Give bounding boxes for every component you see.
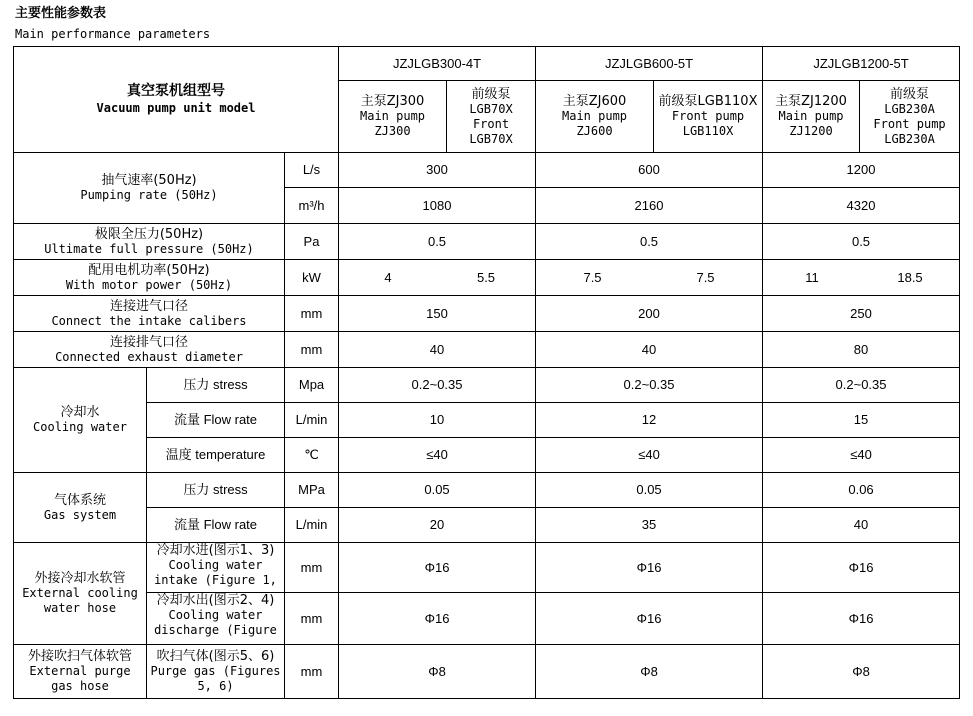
value-cell: 0.05	[339, 473, 536, 508]
gas-pressure-label: 压力 stress	[147, 473, 285, 508]
value-cell: 15	[763, 403, 960, 438]
unit-cell: MPa	[285, 473, 339, 508]
intake-caliber-cn: 连接进气口径	[109, 298, 188, 314]
main-pump-en: Main pump	[360, 109, 426, 123]
unit-cell: ℃	[285, 438, 339, 473]
value-cell: 2160	[536, 188, 763, 224]
front-pump-cn: 前级泵	[890, 86, 930, 102]
hose-intake-en: intake (Figure 1,	[154, 573, 277, 587]
table-row	[14, 153, 960, 188]
value-cell: Φ16	[536, 593, 763, 645]
table-row	[14, 260, 960, 296]
purge-hose-label	[14, 645, 147, 699]
front-pump-cell	[447, 81, 536, 153]
cooling-hose-en: water hose	[43, 601, 117, 615]
exhaust-diameter-en: Connected exhaust diameter	[55, 349, 243, 364]
main-pump-en: Main pump	[562, 109, 628, 123]
exhaust-diameter-label	[14, 332, 285, 368]
value-cell: 80	[763, 332, 960, 368]
gas-system-cn: 气体系统	[53, 492, 106, 508]
table-row	[14, 508, 960, 543]
front-pump-en: Front	[472, 116, 510, 131]
purge-gas-en: Purge gas (Figures	[150, 664, 281, 678]
intake-caliber-en: Connect the intake calibers	[51, 313, 247, 328]
value-cell: 7.5	[696, 269, 715, 285]
exhaust-diameter-cn: 连接排气口径	[109, 334, 188, 350]
motor-power-cell	[763, 260, 960, 296]
front-pump-cell	[860, 81, 960, 153]
unit-cell: mm	[285, 593, 339, 645]
hose-intake-label	[147, 543, 285, 593]
value-cell: 20	[339, 508, 536, 543]
main-pump-model: ZJ300	[374, 124, 411, 138]
table-row	[14, 473, 960, 508]
front-pump-en: Front pump	[873, 116, 946, 131]
hose-discharge-en: discharge (Figure	[154, 623, 277, 637]
unit-cell: mm	[285, 543, 339, 593]
unit-cell: L/s	[285, 153, 339, 188]
value-cell: 40	[536, 332, 763, 368]
value-cell: 11	[805, 269, 819, 285]
ultimate-pressure-en: Ultimate full pressure (50Hz)	[44, 241, 254, 256]
value-cell: 35	[536, 508, 763, 543]
motor-power-cn: 配用电机功率(50Hz)	[88, 262, 210, 278]
purge-gas-cn: 吹扫气体(图示5、6)	[156, 649, 275, 664]
pumping-rate-cn: 抽气速率(50Hz)	[101, 173, 197, 188]
value-cell: 0.05	[536, 473, 763, 508]
main-pump-cell	[339, 81, 447, 153]
value-cell: 40	[763, 508, 960, 543]
value-cell: Φ8	[763, 645, 960, 699]
cooling-pressure-label: 压力 stress	[147, 368, 285, 403]
front-pump-cn: 前级泵	[471, 86, 511, 102]
unit-cell: m³/h	[285, 188, 339, 224]
pumping-rate-en: Pumping rate (50Hz)	[80, 188, 218, 202]
value-cell: Φ16	[763, 593, 960, 645]
value-cell: Φ16	[339, 543, 536, 593]
unit-model-header	[14, 47, 339, 153]
value-cell: Φ8	[536, 645, 763, 699]
purge-hose-cn: 外接吹扫气体软管	[27, 649, 132, 664]
value-cell: 1080	[339, 188, 536, 224]
unit-cell: L/min	[285, 403, 339, 438]
value-cell: ≤40	[339, 438, 536, 473]
value-cell: 10	[339, 403, 536, 438]
front-pump-model: LGB110X	[682, 124, 734, 138]
intake-caliber-label	[14, 296, 285, 332]
unit-cell: mm	[285, 645, 339, 699]
main-pump-cn: 主泵ZJ1200	[775, 94, 847, 109]
value-cell: 18.5	[897, 269, 923, 285]
value-cell: 300	[339, 153, 536, 188]
value-cell: Φ16	[536, 543, 763, 593]
value-cell: 12	[536, 403, 763, 438]
cooling-hose-label	[14, 543, 147, 645]
main-pump-cell	[536, 81, 654, 153]
table-row	[14, 47, 960, 81]
purge-hose-en: gas hose	[51, 679, 109, 693]
value-cell: 250	[763, 296, 960, 332]
main-pump-model: ZJ1200	[789, 124, 833, 138]
cooling-flow-label: 流量 Flow rate	[147, 403, 285, 438]
motor-power-cell	[536, 260, 763, 296]
value-cell: Φ16	[339, 593, 536, 645]
gas-system-en: Gas system	[43, 507, 117, 522]
cooling-hose-cn: 外接冷却水软管	[34, 571, 126, 586]
table-row	[14, 543, 960, 593]
front-pump-model: LGB70X	[469, 131, 513, 146]
main-pump-cn: 主泵ZJ300	[360, 94, 425, 109]
front-pump-model: LGB70X	[469, 101, 513, 116]
unit-model-label-cn: 真空泵机组型号	[127, 83, 225, 99]
value-cell: 0.5	[339, 224, 536, 260]
unit-cell: L/min	[285, 508, 339, 543]
hose-discharge-en: Cooling water	[168, 608, 263, 622]
front-pump-model: LGB230A	[884, 131, 935, 146]
purge-gas-en: 5, 6)	[197, 679, 234, 693]
front-pump-model: LGB230A	[884, 101, 935, 116]
value-cell: Φ16	[763, 543, 960, 593]
unit-model-label-en: Vacuum pump unit model	[96, 101, 256, 115]
cooling-hose-en: External cooling	[22, 586, 138, 600]
table-title-cn: 主要性能参数表	[15, 6, 107, 21]
gas-flow-label: 流量 Flow rate	[147, 508, 285, 543]
purge-gas-label	[147, 645, 285, 699]
value-cell: 0.06	[763, 473, 960, 508]
main-pump-cn: 主泵ZJ600	[562, 94, 627, 109]
table-title-en: Main performance parameters	[15, 27, 211, 41]
value-cell: 5.5	[476, 269, 496, 285]
unit-cell: Pa	[285, 224, 339, 260]
performance-table	[13, 46, 960, 699]
front-pump-en: Front pump	[671, 109, 745, 123]
value-cell: 0.2~0.35	[339, 368, 536, 403]
hose-intake-cn: 冷却水进(图示1、3)	[156, 543, 275, 558]
value-cell: 4	[384, 269, 392, 285]
table-row	[14, 368, 960, 403]
table-row	[14, 645, 960, 699]
cooling-water-en: Cooling water	[33, 420, 127, 434]
table-row	[14, 593, 960, 645]
unit-cell: kW	[285, 260, 339, 296]
table-row	[14, 224, 960, 260]
table-row	[14, 438, 960, 473]
value-cell: 0.2~0.35	[763, 368, 960, 403]
motor-power-label	[14, 260, 285, 296]
table-row	[14, 296, 960, 332]
value-cell: 40	[339, 332, 536, 368]
motor-power-en: With motor power (50Hz)	[65, 277, 233, 292]
front-pump-cell	[654, 81, 763, 153]
model-name: JZJLGB300-4T	[339, 47, 536, 81]
main-pump-en: Main pump	[778, 109, 844, 123]
model-name: JZJLGB1200-5T	[763, 47, 960, 81]
value-cell: 0.5	[763, 224, 960, 260]
model-name: JZJLGB600-5T	[536, 47, 763, 81]
value-cell: ≤40	[536, 438, 763, 473]
ultimate-pressure-cn: 极限全压力(50Hz)	[94, 226, 204, 242]
front-pump-cn: 前级泵LGB110X	[658, 94, 758, 109]
hose-discharge-label	[147, 593, 285, 645]
main-pump-model: ZJ600	[576, 124, 613, 138]
main-pump-cell	[763, 81, 860, 153]
cooling-water-cn: 冷却水	[60, 405, 100, 420]
pumping-rate-label	[14, 153, 285, 224]
unit-cell: mm	[285, 296, 339, 332]
table-row	[14, 403, 960, 438]
value-cell: Φ8	[339, 645, 536, 699]
value-cell: 0.5	[536, 224, 763, 260]
ultimate-pressure-label	[14, 224, 285, 260]
table-row	[14, 332, 960, 368]
value-cell: 1200	[763, 153, 960, 188]
unit-cell: mm	[285, 332, 339, 368]
purge-hose-en: External purge	[29, 664, 131, 678]
hose-intake-en: Cooling water	[168, 558, 263, 572]
value-cell: 600	[536, 153, 763, 188]
cooling-temperature-label: 温度 temperature	[147, 438, 285, 473]
value-cell: 4320	[763, 188, 960, 224]
gas-system-label	[14, 473, 147, 543]
value-cell: 0.2~0.35	[536, 368, 763, 403]
hose-discharge-cn: 冷却水出(图示2、4)	[156, 593, 275, 608]
cooling-water-label	[14, 368, 147, 473]
value-cell: ≤40	[763, 438, 960, 473]
motor-power-cell	[339, 260, 536, 296]
unit-cell: Mpa	[285, 368, 339, 403]
value-cell: 150	[339, 296, 536, 332]
value-cell: 7.5	[583, 269, 602, 285]
value-cell: 200	[536, 296, 763, 332]
